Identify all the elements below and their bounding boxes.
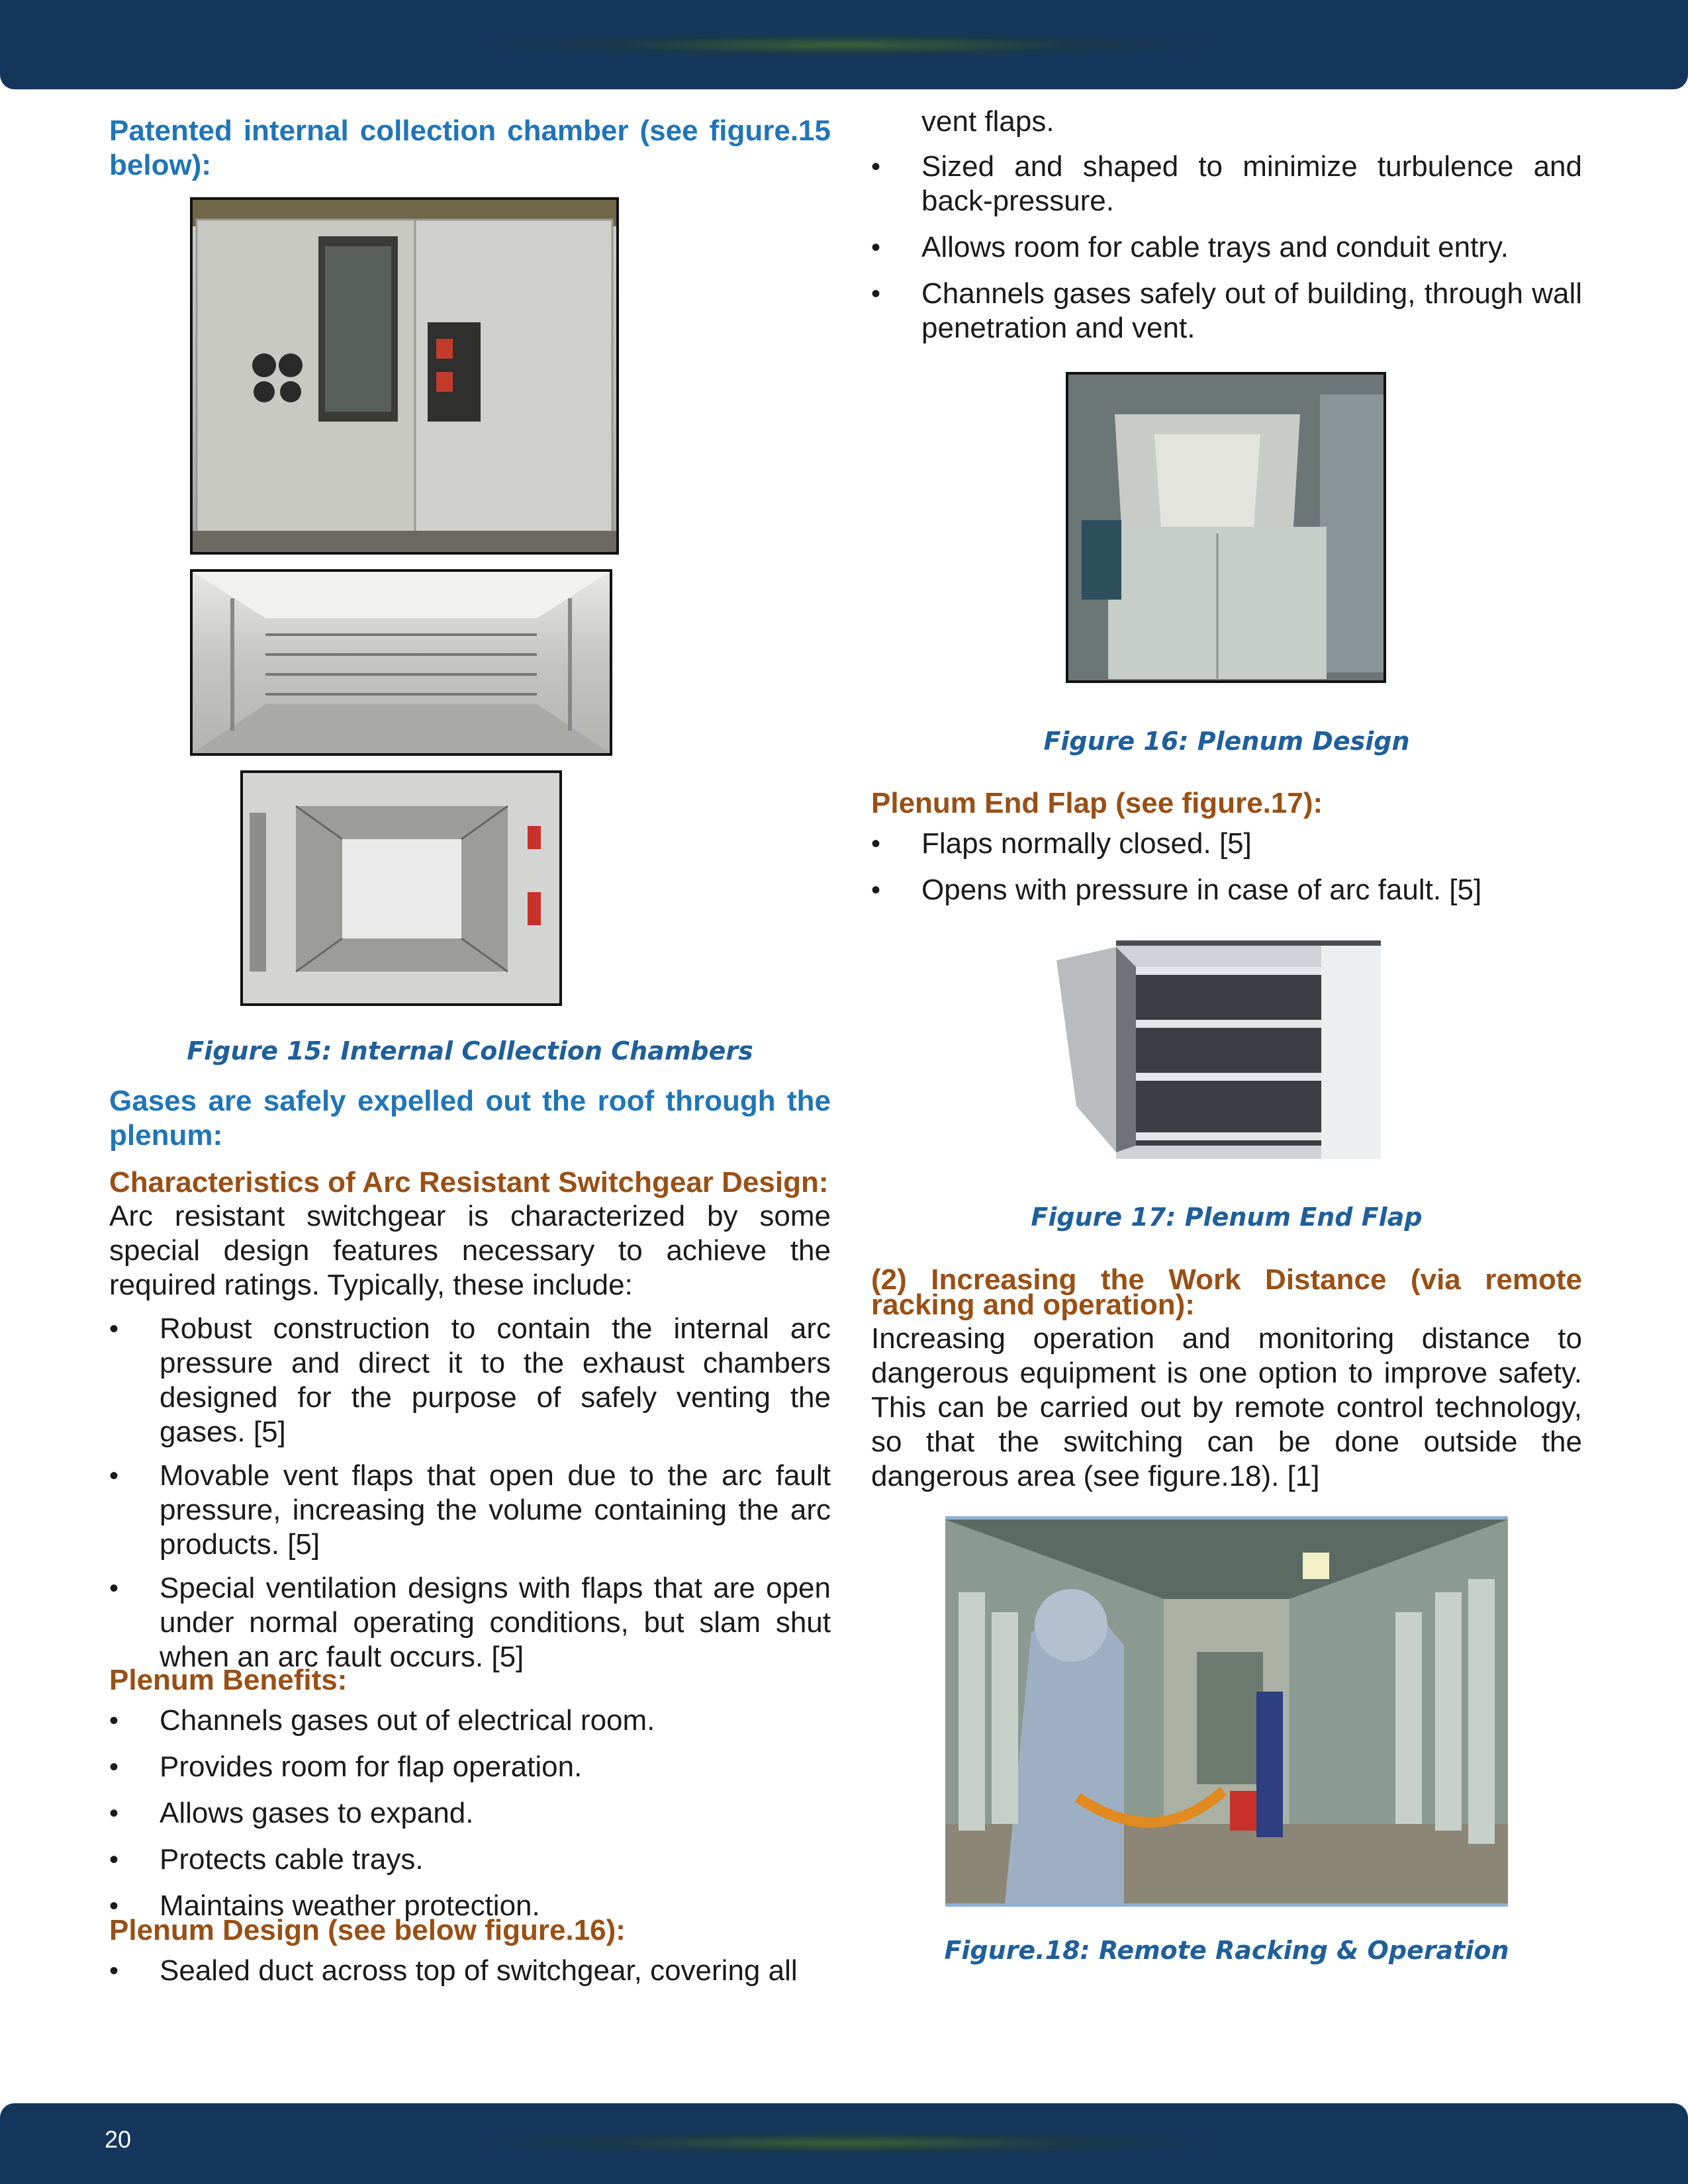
left-column xyxy=(109,114,831,1988)
list-item: • Provides room for flap operation. xyxy=(109,1750,831,1784)
list-item: • Channels gases safely out of building, through wall penetration and vent. xyxy=(871,277,1582,345)
endflap-heading: Plenum End Flap (see figure.17): xyxy=(871,787,1323,819)
design-list xyxy=(109,1954,831,1988)
footer-band xyxy=(0,2103,1688,2184)
distance-paragraph: Increasing operation and monitoring distance to dangerous equipment is one option to improve safety. This can be carried out by remote control technology, so that the switching can be done outside the dangerous area (see figure.18). [1] xyxy=(871,1322,1582,1492)
list-item: • Protects cable trays. xyxy=(109,1843,831,1877)
list-item: • Special ventilation designs with flaps that are open under normal operating conditions, but slam shut when an arc fault occurs. [5] xyxy=(109,1571,831,1674)
header-band xyxy=(0,0,1688,89)
chamber-heading: Patented internal collection chamber (see figure.15 below): xyxy=(109,114,831,181)
fig18-caption: Figure.18: Remote Racking & Operation xyxy=(944,1936,1509,1965)
gases-heading: Gases are safely expelled out the roof through the plenum: xyxy=(109,1085,831,1152)
list-item: • Channels gases out of electrical room. xyxy=(109,1704,831,1738)
list-item: • Maintains weather protection. xyxy=(109,1889,831,1923)
endflap-list xyxy=(871,827,1582,907)
footer-glow xyxy=(480,2130,1208,2156)
fig17-caption: Figure 17: Plenum End Flap xyxy=(1031,1203,1423,1232)
figure-16 xyxy=(871,372,1582,789)
list-item: • Movable vent flaps that open due to the arc fault pressure, increasing the volume containing the arc products. [5] xyxy=(109,1459,831,1562)
list-item: • Flaps normally closed. [5] xyxy=(871,827,1582,861)
list-item: • Allows gases to expand. xyxy=(109,1796,831,1831)
benefits-heading: Plenum Benefits: xyxy=(109,1664,348,1696)
design-heading: Plenum Design (see below figure.16): xyxy=(109,1914,626,1946)
list-item: • Allows room for cable trays and conduit entry. xyxy=(871,230,1582,265)
list-item: • Opens with pressure in case of arc fault. [5] xyxy=(871,873,1582,907)
page-number: 20 xyxy=(105,2126,132,2153)
characteristics-intro: Arc resistant switchgear is characterized by some special design features necessary to achieve the required ratings. Typically, these include: xyxy=(109,1200,831,1301)
fig18-remote-racking-photo xyxy=(945,1516,1508,1907)
characteristics-list xyxy=(109,1312,831,1674)
fig15-switchgear-photo xyxy=(190,197,619,555)
characteristics-heading: Characteristics of Arc Resistant Switchgear Design: xyxy=(109,1166,829,1199)
fig15-caption: Figure 15: Internal Collection Chambers xyxy=(187,1036,753,1066)
figure-15 xyxy=(109,197,831,1084)
fig17-endflap-photo xyxy=(1056,940,1387,1165)
right-column xyxy=(871,105,1582,1993)
fig16-plenum-photo xyxy=(1066,372,1386,683)
fig16-caption: Figure 16: Plenum Design xyxy=(1043,727,1410,756)
design-continuation: vent flaps. xyxy=(921,105,1055,138)
list-item: • Sized and shaped to minimize turbulence and back-pressure. xyxy=(871,150,1582,218)
fig15-chamber-front-photo xyxy=(240,770,562,1006)
figure-18 xyxy=(871,1516,1582,1993)
design-list-continued xyxy=(871,150,1582,345)
header-glow xyxy=(480,32,1208,58)
fig15-chamber-side-photo xyxy=(190,569,612,756)
list-item: • Sealed duct across top of switchgear, covering all xyxy=(109,1954,831,1988)
benefits-list xyxy=(109,1704,831,1923)
list-item: • Robust construction to contain the internal arc pressure and direct it to the exhaust chambers designed for the purpose of safely venting the gases. [5] xyxy=(109,1312,831,1449)
distance-heading: (2) Increasing the Work Distance (via remote racking and operation): xyxy=(871,1263,1582,1321)
figure-17 xyxy=(871,940,1582,1271)
